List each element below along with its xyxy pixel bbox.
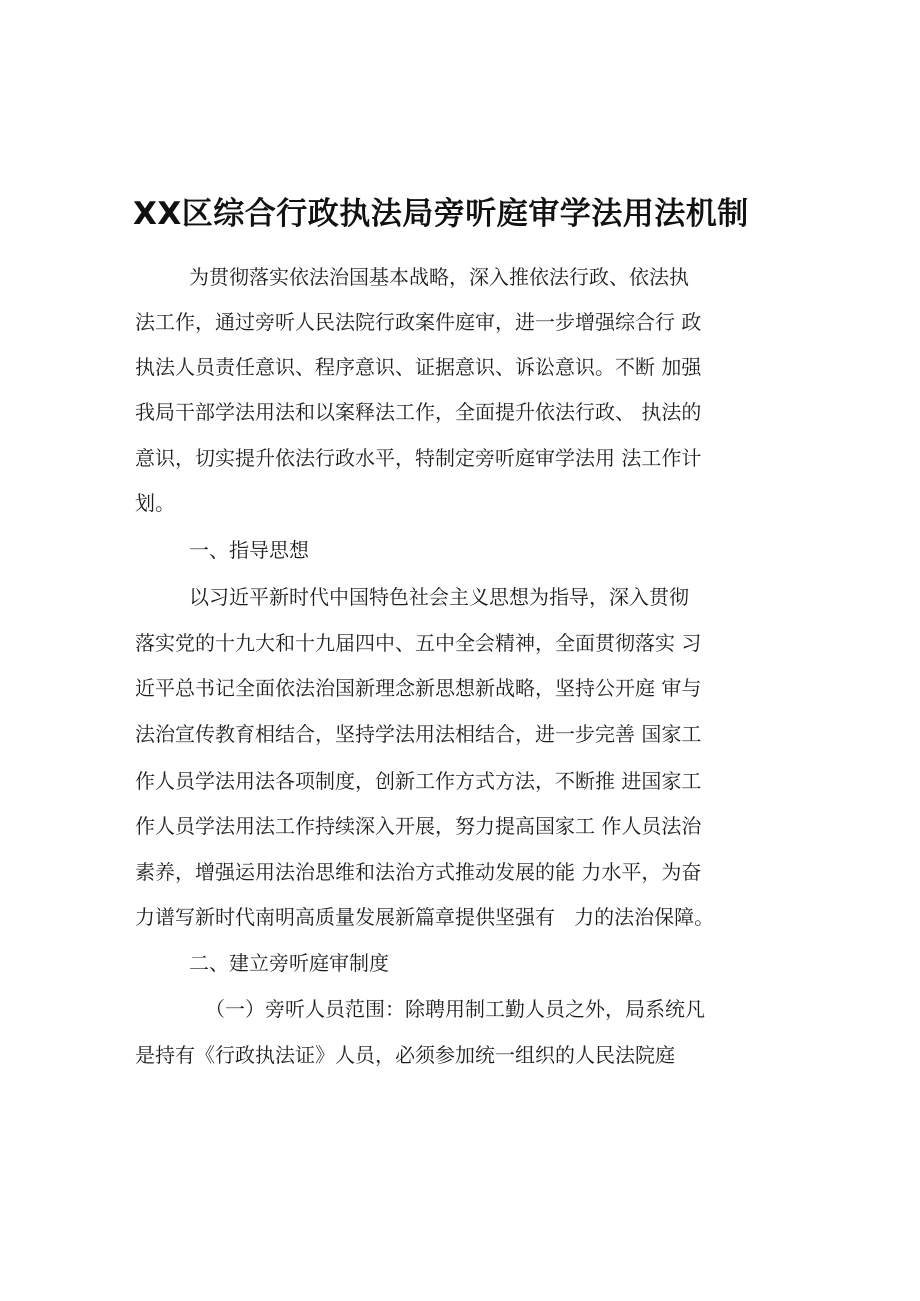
section-heading-2: 二、建立旁听庭审制度 [189, 951, 389, 975]
intro-line-5: 意识，切实提升依法行政水平，特制定旁听庭审学法用 法工作计 [135, 446, 702, 470]
section1-line-1: 以习近平新时代中国特色社会主义思想为指导，深入贯彻 [189, 585, 689, 609]
section-heading-1: 一、指导思想 [189, 538, 309, 562]
document-title: XX区综合行政执法局旁听庭审学法用法机制 [133, 196, 749, 232]
section1-line-2: 落实党的十九大和十九届四中、五中全会精神，全面贯彻落实 习 [135, 631, 702, 655]
section2-line-2: 是持有《行政执法证》人员，必须参加统一组织的人民法院庭 [135, 1043, 675, 1067]
section1-line-8: 力谱写新时代南明高质量发展新篇章提供坚强有 力的法治保障。 [135, 905, 715, 929]
intro-line-4: 我局干部学法用法和以案释法工作，全面提升依法行政、 执法的 [135, 400, 702, 424]
section2-line-1: （一）旁听人员范围：除聘用制工勤人员之外，局系统凡 [205, 997, 705, 1021]
intro-line-2: 法工作，通过旁听人民法院行政案件庭审，进一步增强综合行 政 [135, 310, 702, 334]
section1-line-3: 近平总书记全面依法治国新理念新思想新战略，坚持公开庭 审与 [135, 676, 702, 700]
section1-line-6: 作人员学法用法工作持续深入开展，努力提高国家工 作人员法治 [135, 814, 702, 838]
intro-line-6: 划。 [135, 491, 175, 515]
section1-line-5: 作人员学法用法各项制度，创新工作方式方法，不断推 进国家工 [135, 769, 702, 793]
section1-line-7: 素养，增强运用法治思维和法治方式推动发展的能 力水平，为奋 [135, 860, 702, 884]
intro-line-1: 为贯彻落实依法治国基本战略，深入推依法行政、依法执 [189, 265, 689, 289]
intro-line-3: 执法人员责任意识、程序意识、证据意识、诉讼意识。不断 加强 [135, 355, 702, 379]
section1-line-4: 法治宣传教育相结合，坚持学法用法相结合，进一步完善 国家工 [135, 722, 702, 746]
